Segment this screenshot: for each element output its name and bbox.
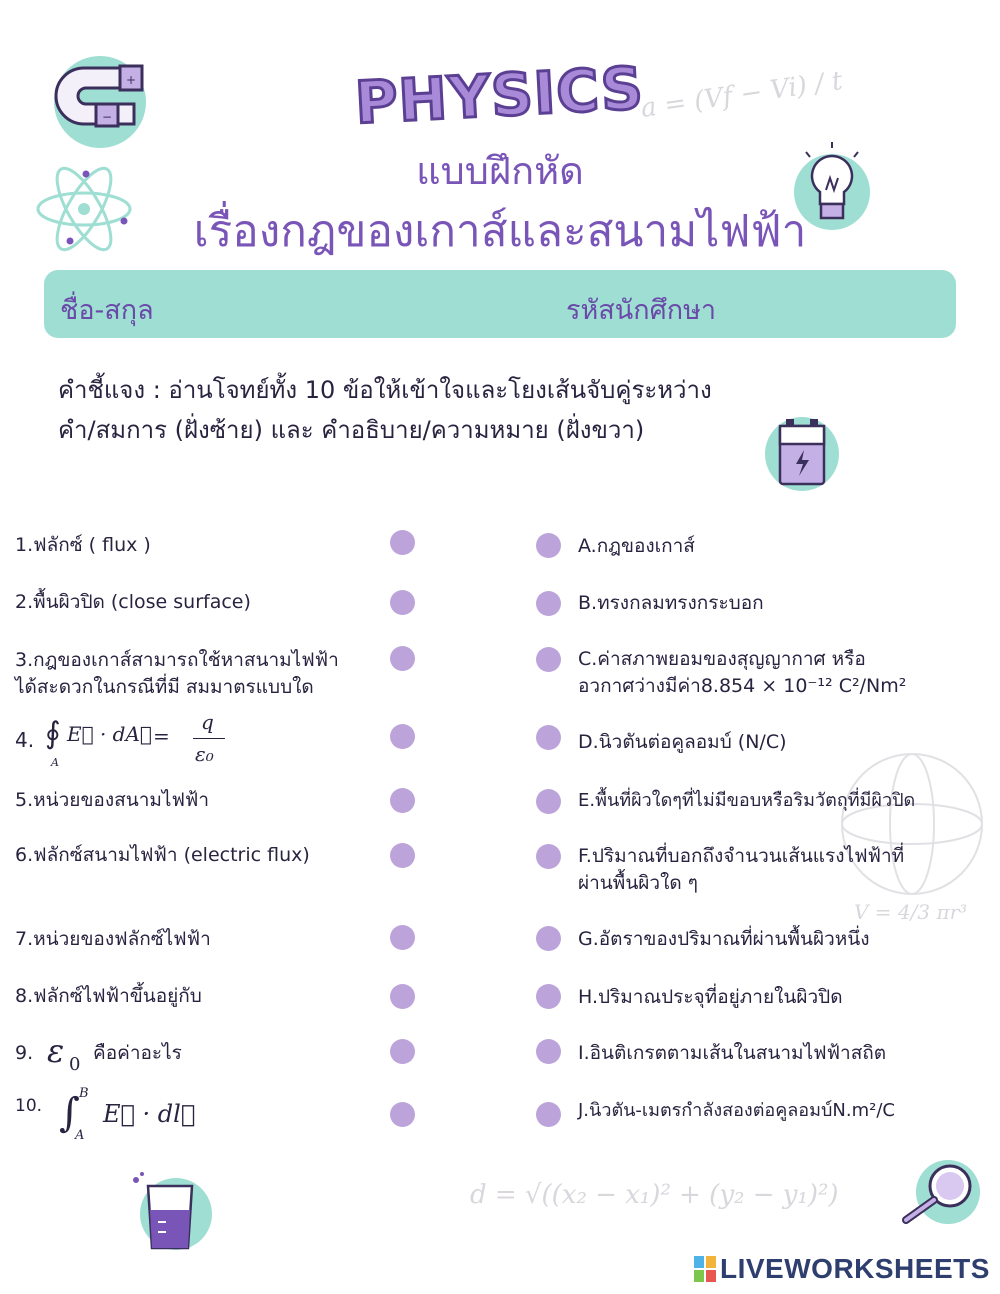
question-10-lower-limit: A [75, 1128, 85, 1143]
answer-a: A.กฎของเกาส์ [578, 535, 695, 557]
question-4-integrand: E⃗ · dA⃗ [67, 722, 152, 746]
liveworksheets-logo-icon [694, 1256, 716, 1282]
question-5: 5.หน่วยของสนามไฟฟ้า [15, 789, 210, 811]
match-dot-right-i[interactable] [536, 1039, 561, 1064]
question-8: 8.ฟลักซ์ไฟฟ้าขึ้นอยู่กับ [15, 985, 202, 1007]
instructions-line-2: คำ/สมการ (ฝั่งซ้าย) และ คำอธิบาย/ความหมาย (ฝั่งขวา) [58, 416, 645, 444]
epsilon-subscript: 0 [69, 1054, 81, 1075]
physics-logo-word: PHYSICS [353, 53, 646, 138]
question-3 [15, 647, 339, 701]
magnifier-icon [892, 1158, 988, 1230]
answer-c [578, 646, 906, 700]
question-7: 7.หน่วยของฟลักซ์ไฟฟ้า [15, 928, 211, 950]
answer-c-line-1: C.ค่าสภาพยอมของสุญญากาศ หรือ [578, 648, 866, 670]
answer-d: D.นิวตันต่อคูลอมบ์ (N/C) [578, 731, 787, 753]
answer-b: B.ทรงกลมทรงกระบอก [578, 592, 764, 614]
match-dot-right-e[interactable] [536, 789, 561, 814]
match-dot-right-a[interactable] [536, 533, 561, 558]
match-dot-left-6[interactable] [390, 843, 415, 868]
match-dot-right-h[interactable] [536, 984, 561, 1009]
match-dot-right-d[interactable] [536, 725, 561, 750]
answer-g: G.อัตราของปริมาณที่ผ่านพื้นผิวหนึ่ง [578, 928, 870, 950]
closed-integral-symbol: ∮ [45, 716, 61, 751]
sphere-volume-formula: V = 4/3 πr³ [854, 900, 968, 924]
question-2: 2.พื้นผิวปิด (close surface) [15, 591, 251, 613]
accel-formula: a = (Vf − Vi) / t [638, 66, 845, 124]
battery-icon [762, 410, 844, 492]
magnet-icon [22, 36, 162, 151]
integral-symbol: ∫ [59, 1090, 80, 1136]
question-4-lower-limit: A [51, 756, 59, 769]
question-9-text: คือค่าอะไร [93, 1042, 182, 1064]
match-dot-right-f[interactable] [536, 844, 561, 869]
match-dot-left-8[interactable] [390, 984, 415, 1009]
name-label: ชื่อ-สกุล [60, 295, 154, 326]
match-dot-left-4[interactable] [390, 724, 415, 749]
distance-formula: d = √((x₂ − x₁)² + (y₂ − y₁)²) [470, 1180, 839, 1210]
answer-f-line-2: ผ่านพื้นผิวใด ๆ [578, 872, 698, 894]
question-9-number: 9. [15, 1042, 34, 1064]
student-id-label: รหัสนักศึกษา [566, 295, 717, 326]
question-4-denominator: ε₀ [195, 742, 214, 766]
svg-text:+: + [126, 73, 137, 87]
question-10 [15, 1086, 235, 1150]
page-subtitle: แบบฝึกหัด [416, 149, 584, 193]
question-10-integrand: E⃗ · dl⃗ [103, 1100, 196, 1128]
answer-h: H.ปริมาณประจุที่อยู่ภายในผิวปิด [578, 986, 843, 1008]
answer-f-line-1: F.ปริมาณที่บอกถึงจำนวนเส้นแรงไฟฟ้าที่ [578, 845, 905, 867]
answer-f [578, 843, 904, 897]
match-dot-left-5[interactable] [390, 788, 415, 813]
answer-e: E.พื้นที่ผิวใดๆที่ไม่มีขอบหรือริมวัตถุที่มีผิวปิด [578, 790, 916, 811]
student-info-bar [44, 270, 956, 338]
question-4-numerator: q [201, 710, 214, 734]
fraction-bar [193, 738, 225, 739]
question-10-upper-limit: B [79, 1086, 89, 1101]
answer-c-line-2: อวกาศว่างมีค่า8.854 × 10⁻¹² C²/Nm² [578, 675, 907, 697]
question-3-line-2: ได้สะดวกในกรณีที่มี สมมาตรแบบใด [15, 676, 314, 698]
answer-i: I.อินติเกรตตามเส้นในสนามไฟฟ้าสถิต [578, 1042, 887, 1064]
question-4 [15, 712, 275, 774]
match-dot-right-j[interactable] [536, 1102, 561, 1127]
question-9 [15, 1032, 235, 1076]
question-3-line-1: 3.กฎของเกาส์สามารถใช้หาสนามไฟฟ้า [15, 649, 339, 671]
match-dot-right-b[interactable] [536, 591, 561, 616]
question-1: 1.ฟลักซ์ ( flux ) [15, 534, 151, 556]
match-dot-left-1[interactable] [390, 530, 415, 555]
liveworksheets-brand[interactable]: LIVEWORKSHEETS [720, 1253, 990, 1284]
question-6: 6.ฟลักซ์สนามไฟฟ้า (electric flux) [15, 844, 310, 866]
instructions-line-1: คำชี้แจง : อ่านโจทย์ทั้ง 10 ข้อให้เข้าใจและโยงเส้นจับคู่ระหว่าง [58, 376, 712, 404]
match-dot-left-7[interactable] [390, 925, 415, 950]
question-4-equals: = [153, 724, 170, 748]
match-dot-left-3[interactable] [390, 646, 415, 671]
match-dot-left-10[interactable] [390, 1102, 415, 1127]
svg-text:−: − [102, 110, 113, 124]
page-title: เรื่องกฎของเกาส์และสนามไฟฟ้า [193, 206, 807, 257]
match-dot-left-2[interactable] [390, 590, 415, 615]
match-dot-right-g[interactable] [536, 926, 561, 951]
question-10-number: 10. [15, 1096, 43, 1116]
match-dot-left-9[interactable] [390, 1039, 415, 1064]
epsilon-symbol: ε [47, 1032, 65, 1070]
match-dot-right-c[interactable] [536, 647, 561, 672]
answer-j: J.นิวตัน-เมตรกำลังสองต่อคูลอมบ์N.m²/C [578, 1100, 895, 1121]
beaker-icon [126, 1170, 216, 1254]
question-4-number: 4. [15, 728, 35, 752]
